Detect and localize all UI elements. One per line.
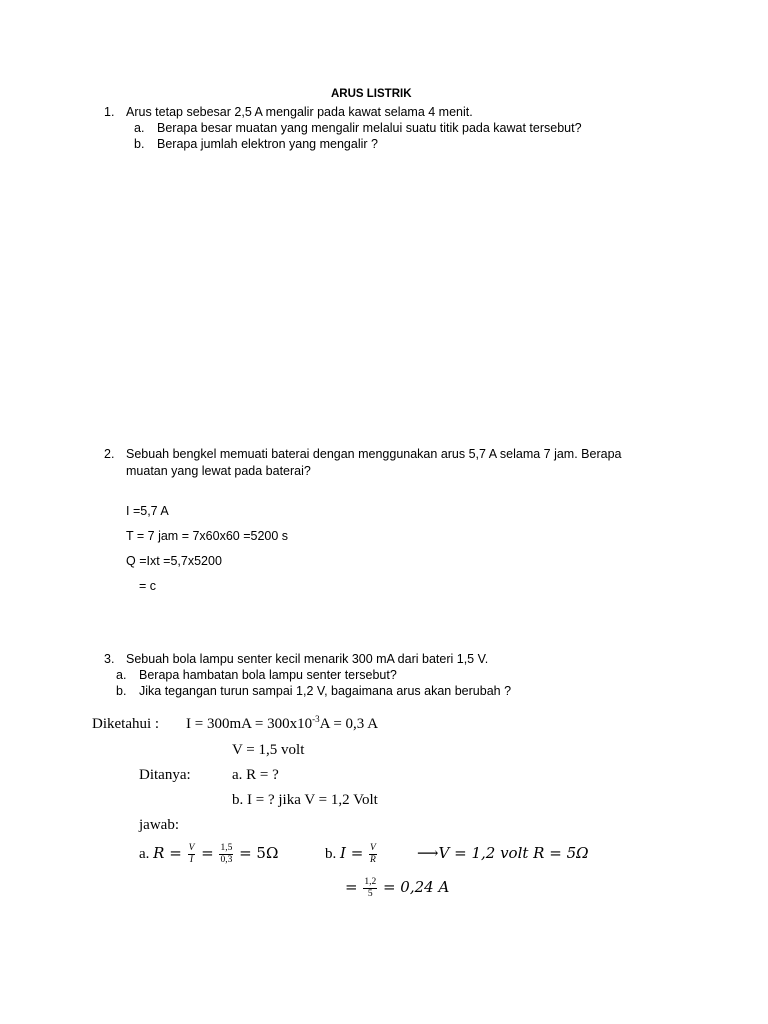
question-2-work-time: T = 7 jam = 7x60x60 =5200 s [126,529,289,543]
question-2-work-current: I =5,7 A [126,504,169,518]
answer-b2-frac-den: 5 [367,889,373,900]
page-title: ARUS LISTRIK [331,88,412,100]
answer-b-equation [325,841,379,866]
known-current-value: A = 0,3 A [319,716,379,732]
answer-b-frac-den: R [370,855,376,866]
question-3b-marker: b. [116,684,127,698]
answer-b-given [417,841,589,866]
answer-a-lhs: R = [153,844,182,862]
question-1-text: Arus tetap sebesar 2,5 A mengalir pada kawat selama 4 menit. [126,105,473,119]
answer-a-frac2-num: 1,5 [220,843,233,854]
question-3-text: Sebuah bola lampu senter kecil menarik 300 mA dari bateri 1,5 V. [126,652,489,666]
known-current-base: I = 300mA = 300x10 [186,716,313,732]
answer-b-fraction-vr [369,843,377,866]
question-3b-text: Jika tegangan turun sampai 1,2 V, bagaimana arus akan berubah ? [139,684,512,698]
answer-b2-fraction [363,877,377,900]
question-3a-marker: a. [116,668,127,682]
known-voltage: V = 1,5 volt [232,742,305,758]
answer-b2-result: = 0,24 A [382,878,450,896]
question-1b-text: Berapa jumlah elektron yang mengalir ? [157,137,378,151]
question-2-work-result: = c [139,579,157,593]
question-1a-text: Berapa besar muatan yang mengalir melalui suatu titik pada kawat tersebut? [157,121,582,135]
asked-label: Ditanya: [139,767,191,783]
answer-b2-frac-num: 1,2 [364,877,377,888]
answer-a-frac1-num: V [188,843,195,854]
answer-b-marker: b. [325,846,337,862]
answer-a-marker: a. [139,846,150,862]
question-2-number: 2. [104,447,115,461]
arrow-right-icon: ⟶ [417,846,439,862]
asked-b: b. I = ? jika V = 1,2 Volt [232,792,378,808]
answer-a-fraction-values [219,843,233,866]
answer-a-frac1-den: I [189,855,194,866]
question-3-number: 3. [104,652,115,666]
answer-b-frac-num: V [370,843,376,854]
answer-a-frac2-den: 0,3 [220,855,233,866]
known-current-exponent: -3 [312,714,320,724]
answer-a-equals: = [201,844,214,862]
answer-label: jawab: [139,817,179,833]
answer-b2-equals: = [345,878,358,896]
question-1b-marker: b. [134,137,145,151]
question-2-text-line2: muatan yang lewat pada baterai? [126,464,311,478]
question-3a-text: Berapa hambatan bola lampu senter tersebut? [139,668,397,682]
answer-a-result: = 5Ω [239,844,279,862]
answer-b-given-text: V = 1,2 volt R = 5Ω [438,844,589,862]
asked-a: a. R = ? [232,767,279,783]
known-current [186,716,378,733]
question-2-text-line1: Sebuah bengkel memuati baterai dengan menggunakan arus 5,7 A selama 7 jam. Berapa [126,447,622,461]
question-1-number: 1. [104,105,115,119]
question-1a-marker: a. [134,121,145,135]
known-label: Diketahui : [92,716,160,732]
answer-b-result-equation [345,875,449,900]
question-2-work-charge: Q =Ixt =5,7x5200 [126,554,222,568]
answer-a-equation [139,841,278,866]
answer-b-lhs: I = [340,844,364,862]
answer-a-fraction-vi [188,843,196,866]
